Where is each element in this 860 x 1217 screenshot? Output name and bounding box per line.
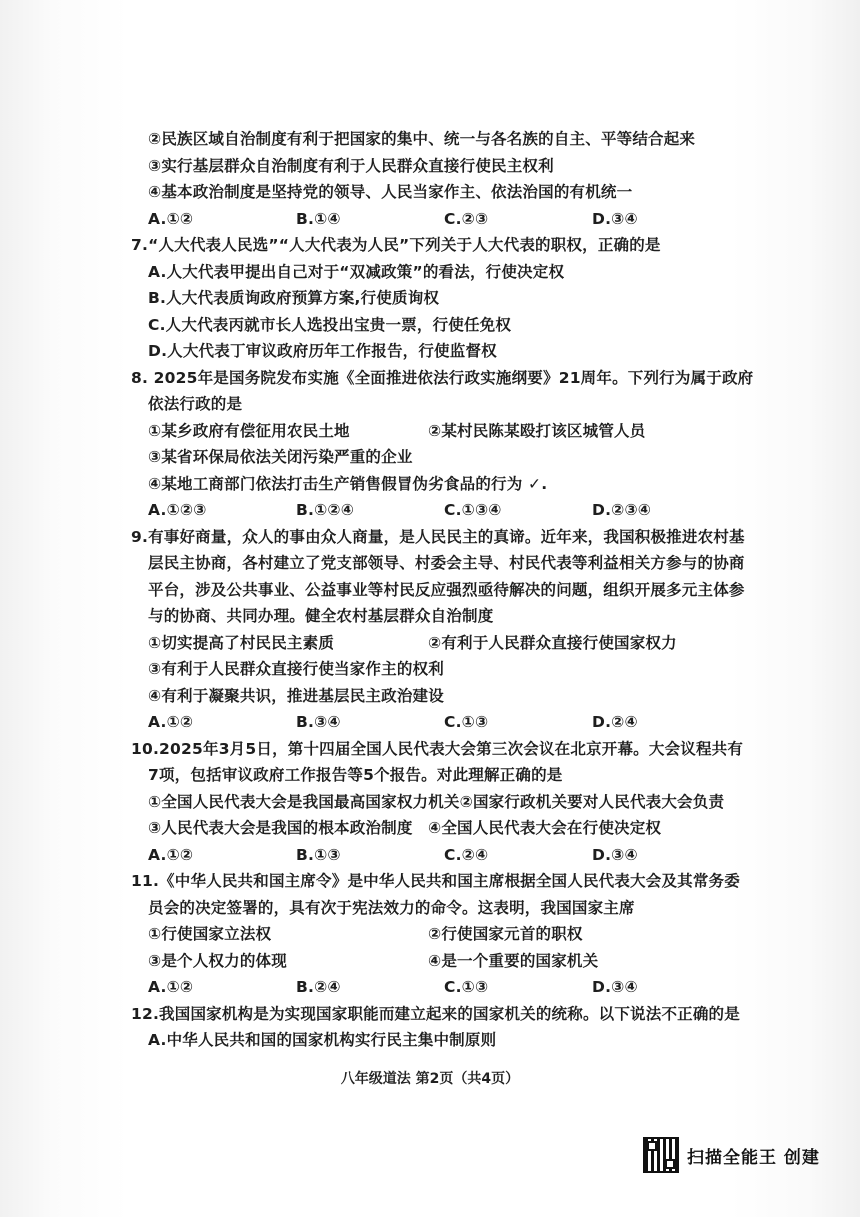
q8-option-c: C.①③④ xyxy=(444,501,502,519)
q9-option-d: D.②④ xyxy=(592,713,638,731)
scanner-watermark-text: 扫描全能王 创建 xyxy=(687,1147,820,1168)
q10-option-d: D.③④ xyxy=(592,845,638,864)
q7-choice-d: D.人大代表丁审议政府历年工作报告，行使监督权 xyxy=(148,342,497,360)
q9-options xyxy=(140,709,740,736)
q8-item-4: ④某地工商部门依法打击生产销售假冒伪劣食品的行为 ✓. xyxy=(148,474,548,493)
q12-choice-a: A.中华人民共和国的国家机构实行民主集中制原则 xyxy=(148,1031,497,1049)
q8-item-2: ②某村民陈某殴打该区城管人员 xyxy=(428,421,646,440)
q9-stem-2: 层民主协商，各村建立了党支部领导、村委会主导、村民代表等利益相关方参与的协商 xyxy=(148,554,745,572)
q6-option-d: D.③④ xyxy=(592,209,638,228)
q6-option-c: C.②③ xyxy=(444,209,489,228)
q11-item-2: ②行使国家元首的职权 xyxy=(428,925,583,943)
q10-row-2 xyxy=(140,815,740,842)
q9-stem-3: 平台，涉及公共事业、公益事业等村民反应强烈亟待解决的问题，组织开展多元主体参 xyxy=(148,580,745,599)
qr-code-icon xyxy=(643,1137,679,1173)
q8-item-3: ③某省环保局依法关闭污染严重的企业 xyxy=(148,448,413,466)
q6-option-a: A.①② xyxy=(148,209,194,228)
q6-options xyxy=(140,206,740,233)
q10-option-c: C.②④ xyxy=(444,845,489,864)
q10-item-4: ④全国人民代表大会在行使决定权 xyxy=(428,819,662,837)
q11-stem-1: 11.《中华人民共和国主席令》是中华人民共和国主席根据全国人民代表大会及其常务委 xyxy=(131,872,740,890)
q11-option-b: B.②④ xyxy=(296,978,341,996)
q11-stem-2: 员会的决定签署的，具有次于宪法效力的命令。这表明，我国国家主席 xyxy=(148,898,635,917)
q8-item-1: ①某乡政府有偿征用农民土地 xyxy=(148,421,350,440)
exam-content xyxy=(131,126,754,1054)
q6-option-b: B.①④ xyxy=(296,209,341,228)
q9-option-a: A.①② xyxy=(148,713,194,731)
q9-item-4: ④有利于凝聚共识，推进基层民主政治建设 xyxy=(148,686,444,705)
q8-option-b: B.①②④ xyxy=(296,501,355,519)
q10-option-a: A.①② xyxy=(148,845,194,864)
q7-choice-a: A.人大代表甲提出自己对于“双减政策”的看法，行使决定权 xyxy=(148,262,565,281)
scanner-watermark xyxy=(643,1135,820,1175)
q9-row-1 xyxy=(140,630,740,657)
q8-options xyxy=(140,497,740,524)
q7-stem: 7.“人大代表人民选”“人大代表为人民”下列关于人大代表的职权，正确的是 xyxy=(131,236,661,254)
q11-row-2 xyxy=(140,948,740,975)
page-footer: 八年级道法 第2页（共4页） xyxy=(340,1071,520,1087)
q10-option-b: B.①③ xyxy=(296,845,341,864)
q11-option-d: D.③④ xyxy=(592,978,638,996)
q10-stem-2: 7项，包括审议政府工作报告等5个报告。对此理解正确的是 xyxy=(148,766,563,784)
q11-options xyxy=(140,974,740,1001)
q11-row-1 xyxy=(140,921,740,948)
q7-choice-b: B.人大代表质询政府预算方案,行使质询权 xyxy=(148,289,440,307)
q10-options xyxy=(140,842,740,869)
statement-3: ③实行基层群众自治制度有利于人民群众直接行使民主权利 xyxy=(148,156,554,175)
statement-2: ②民族区域自治制度有利于把国家的集中、统一与各名族的自主、平等结合起来 xyxy=(148,130,696,148)
q8-row-1 xyxy=(140,418,740,445)
q11-item-4: ④是一个重要的国家机关 xyxy=(428,951,599,970)
q8-stem-2: 依法行政的是 xyxy=(148,395,243,413)
q8-stem-1: 8. 2025年是国务院发布实施《全面推进依法行政实施纲要》21周年。下列行为属于政府 xyxy=(131,368,754,387)
q9-item-1: ①切实提高了村民民主素质 xyxy=(148,633,335,652)
q11-option-c: C.①③ xyxy=(444,978,489,996)
q11-option-a: A.①② xyxy=(148,978,194,996)
q7-choice-c: C.人大代表丙就市长人选投出宝贵一票，行使任免权 xyxy=(148,315,512,334)
statement-4: ④基本政治制度是坚持党的领导、人民当家作主、依法治国的有机统一 xyxy=(148,183,633,201)
q10-item-3: ③人民代表大会是我国的根本政治制度 xyxy=(148,819,413,837)
q9-stem-1: 9.有事好商量，众人的事由众人商量，是人民民主的真谛。近年来，我国积极推进农村基 xyxy=(131,527,745,546)
q10-items-1-2: ①全国人民代表大会是我国最高国家权力机关②国家行政机关要对人民代表大会负责 xyxy=(148,792,725,811)
q9-item-2: ②有利于人民群众直接行使国家权力 xyxy=(428,633,677,652)
q9-stem-4: 与的协商、共同办理。健全农村基层群众自治制度 xyxy=(148,607,494,625)
q11-item-3: ③是个人权力的体现 xyxy=(148,951,287,970)
q12-stem: 12.我国国家机构是为实现国家职能而建立起来的国家机关的统称。以下说法不正确的是 xyxy=(131,1004,740,1023)
q11-item-1: ①行使国家立法权 xyxy=(148,925,272,943)
q9-option-c: C.①③ xyxy=(444,713,489,731)
q8-option-d: D.②③④ xyxy=(592,501,652,519)
q9-item-3: ③有利于人民群众直接行使当家作主的权利 xyxy=(148,660,444,678)
q10-stem-1: 10.2025年3月5日，第十四届全国人民代表大会第三次会议在北京开幕。大会议程共有 xyxy=(131,739,744,758)
q8-option-a: A.①②③ xyxy=(148,501,207,519)
q9-option-b: B.③④ xyxy=(296,713,341,731)
